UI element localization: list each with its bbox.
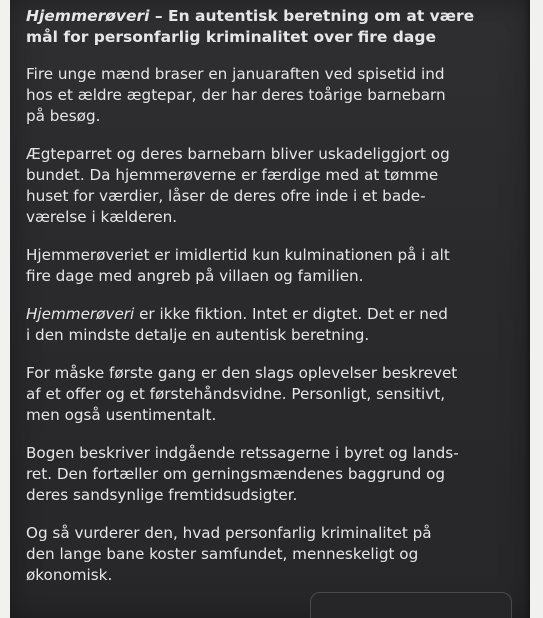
paragraph-line: Ægteparret og deres barnebarn bliver uskadeliggjort og — [26, 145, 450, 163]
paragraph-line: værelse i kælderen. — [26, 208, 178, 226]
paragraph-line: af et offer og et førstehåndsvidne. Personligt, sensitivt, — [26, 385, 446, 403]
heading-title-italic: Hjemmerøveri — [26, 7, 150, 25]
heading-line-1 — [26, 6, 512, 27]
paragraph-2 — [26, 144, 512, 228]
paragraph-line: Og så vurderer den, hvad personfarlig kriminalitet på — [26, 524, 432, 542]
paragraph-line: på besøg. — [26, 107, 101, 125]
heading-line-2: mål for personfarlig kriminalitet over fire dage — [26, 28, 436, 46]
paragraph-line: hos et ældre ægtepar, der har deres toårige barnebarn — [26, 86, 446, 104]
paragraph-7 — [26, 523, 512, 586]
cover-edge-shadow — [524, 0, 530, 618]
blurb-heading — [26, 6, 512, 48]
paragraph-line: deres sandsynlige fremtidsudsigter. — [26, 486, 298, 504]
paragraph-1 — [26, 64, 512, 127]
paragraph-line: men også usentimentalt. — [26, 406, 217, 424]
paragraph-line: Hjemmerøveriet er imidlertid kun kulminationen på i alt — [26, 246, 450, 264]
paragraph-line: For måske første gang er den slags oplevelser beskrevet — [26, 364, 458, 382]
paragraph-line: huset for værdier, låser de deres ofre inde i et bade- — [26, 187, 426, 205]
paragraph-line: Bogen beskriver indgående retssagerne i byret og lands- — [26, 444, 459, 462]
paragraph-line — [26, 304, 512, 325]
paragraph-6 — [26, 443, 512, 506]
paragraph-line: den lange bane koster samfundet, menneskeligt og — [26, 545, 419, 563]
paragraph-line: ret. Den fortæller om gerningsmændenes baggrund og — [26, 465, 446, 483]
paragraph-line: fire dage med angreb på villaen og familien. — [26, 267, 364, 285]
blurb-text — [26, 6, 512, 603]
paragraph-4 — [26, 304, 512, 346]
paragraph-lead-rest: er ikke fiktion. Intet er digtet. Det er ned — [134, 305, 448, 323]
paragraph-line: i den mindste detalje en autentisk beretning. — [26, 326, 370, 344]
book-title-italic: Hjemmerøveri — [26, 305, 135, 323]
paragraph-line: bundet. Da hjemmerøverne er færdige med at tømme — [26, 166, 439, 184]
heading-subtitle-start: – En autentisk beretning om at være — [149, 7, 475, 25]
paragraph-line: Fire unge mænd braser en januaraften ved spisetid ind — [26, 65, 445, 83]
paragraph-3 — [26, 245, 512, 287]
paragraph-line: økonomisk. — [26, 566, 113, 584]
paragraph-5 — [26, 363, 512, 426]
